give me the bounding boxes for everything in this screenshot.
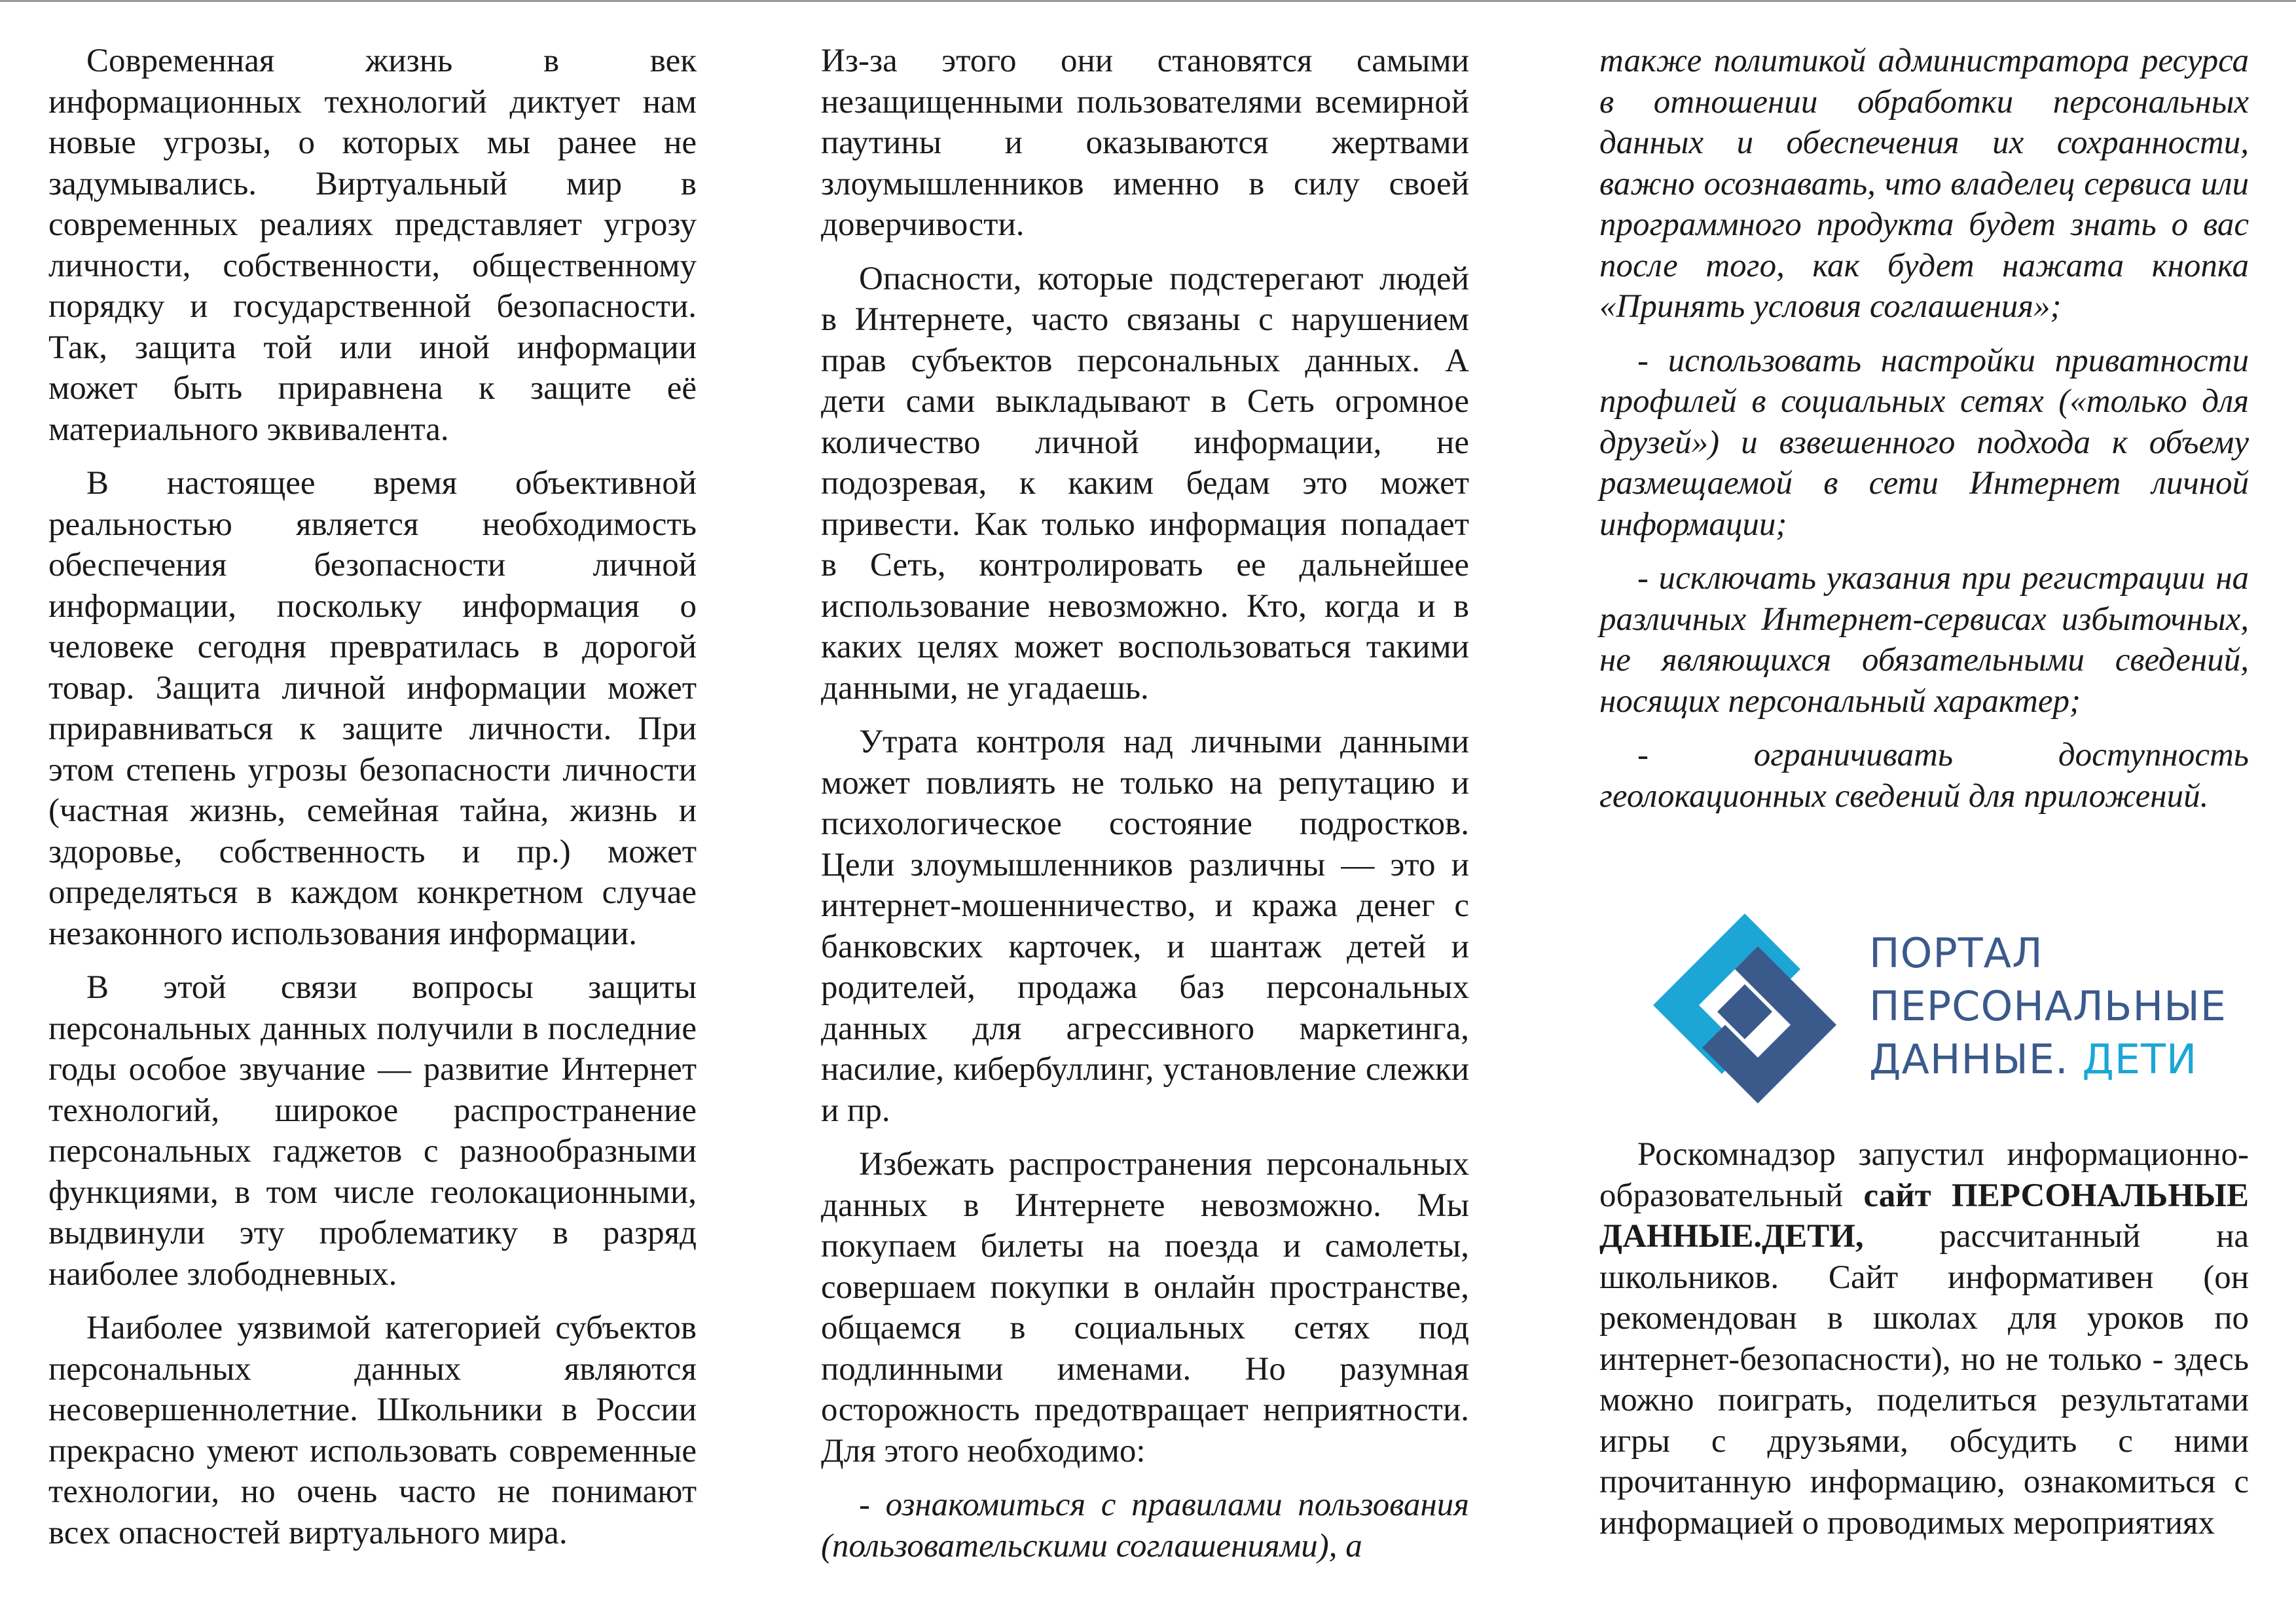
italic-list-item: - ограничивать доступность геолокационных сведений для приложений.: [1599, 737, 2249, 815]
italic-list-continuation: также политикой администратора ресурса в отношении обработки персональных данных и обеспечения их сохранности, важно осознавать, что владелец сервиса или программного продукта будет знать о вас после того, как будет нажата кнопка «Принять условия соглашения»;: [1599, 43, 2249, 325]
paragraph: Опасности, которые подстерегают людей в Интернете, часто связаны с нарушением прав субъектов персональных данных. А дети сами выкладывают в Сеть огромное количество личной информации, не подозревая, к каким бедам это может привести. Как только информация попадает в Сеть, контролировать ее дальнейшее использование невозможно. Кто, когда и в каких целях может воспользоваться такими данными, не угадаешь.: [821, 260, 1469, 707]
paragraph: [1599, 1134, 2249, 1543]
logo-line-1: ПОРТАЛ: [1869, 929, 2043, 977]
top-divider: [0, 0, 2296, 2]
paragraph: Современная жизнь в век информационных технологий диктует нам новые угрозы, о которых мы ранее не задумывались. Виртуальный мир в современных реалиях представляет угрозу личности, собственности, общественному порядку и государственной безопасности. Так, защита той или иной информации может быть приравнена к защите её материального эквивалента.: [48, 43, 697, 448]
logo-line-2: ПЕРСОНАЛЬНЫЕ: [1869, 982, 2227, 1030]
text-after: рассчитанный на школьников. Сайт информативен (он рекомендован в школах для уроков по интернет-безопасности), но не только - здесь можно поиграть, поделиться результатами игры с друзьями, обсудить с ними прочитанную информацию, ознакомиться с информацией о проводимых мероприятиях: [1599, 1218, 2249, 1541]
diamond-logo-icon: [1643, 907, 1846, 1110]
column-1: [48, 41, 697, 1566]
paragraph-continuation: Из-за этого они становятся самыми незащищенными пользователями всемирной паутины и оказываются жертвами злоумышленников именно в силу своей доверчивости.: [821, 43, 1469, 243]
paragraph: Избежать распространения персональных данных в Интернете невозможно. Мы покупаем билеты на поезда и самолеты, совершаем покупки в онлайн пространстве, общаемся в социальных сетях под подлинными именами. Но разумная осторожность предотвращает неприятности. Для этого необходимо:: [821, 1146, 1469, 1469]
paragraph: Наиболее уязвимой категорией субъектов персональных данных являются несовершеннолетние. Школьники в России прекрасно умеют использовать современные технологии, но очень часто не понимают всех опасностей виртуального мира.: [48, 1310, 697, 1551]
column-3: [1599, 41, 2249, 830]
italic-list-item: - использовать настройки приватности профилей в социальных сетях («только для друзей») и взвешенного подхода к объему размещаемой в сети Интернет личной информации;: [1599, 342, 2249, 543]
paragraph: В настоящее время объективной реальностью является необходимость обеспечения безопасности личной информации, поскольку информация о человеке сегодня превратилась в дорогой товар. Защита личной информации может приравниваться к защите личности. При этом степень угрозы безопасности личности (частная жизнь, семейная тайна, жизнь и здоровье, собственность и пр.) может определяться в каждом конкретном случае незаконного использования информации.: [48, 465, 697, 952]
paragraph: Утрата контроля над личными данными может повлиять не только на репутацию и психологическое состояние подростков. Цели злоумышленников различны — это и интернет-мошенничество, и кража денег с банковских карточек, и шантаж детей и родителей, продажа баз персональных данных для агрессивного маркетинга, насилие, кибербуллинг, установление слежки и пр.: [821, 724, 1469, 1129]
italic-list-item: - исключать указания при регистрации на различных Интернет-сервисах избыточных, не являющихся обязательными сведений, носящих персональный характер;: [1599, 560, 2249, 720]
logo-text: [1869, 927, 2227, 1086]
italic-list-item: - ознакомиться с правилами пользования (пользовательскими соглашениями), а: [821, 1486, 1469, 1564]
logo-word-data: ДАННЫЕ.: [1869, 1035, 2069, 1083]
column-2: [821, 41, 1469, 1579]
paragraph: В этой связи вопросы защиты персональных данных получили в последние годы особое звучание — развитие Интернет технологий, широкое распространение персональных гаджетов с разнообразными функциями, в том числе геолокационными, выдвинули эту проблематику в разряд наиболее злободневных.: [48, 969, 697, 1293]
roskomnadzor-paragraph: [1599, 1134, 2249, 1543]
logo-line-3: [1869, 1033, 2227, 1086]
logo-word-children: ДЕТИ: [2068, 1035, 2198, 1083]
site-name-bold: сайт ПЕРСОНАЛЬНЫЕ ДАННЫЕ.ДЕТИ,: [1599, 1177, 2249, 1255]
text-before: Роскомнадзор запустил информационно-образовательный: [1599, 1136, 2249, 1214]
portal-logo: [1637, 907, 2226, 1110]
